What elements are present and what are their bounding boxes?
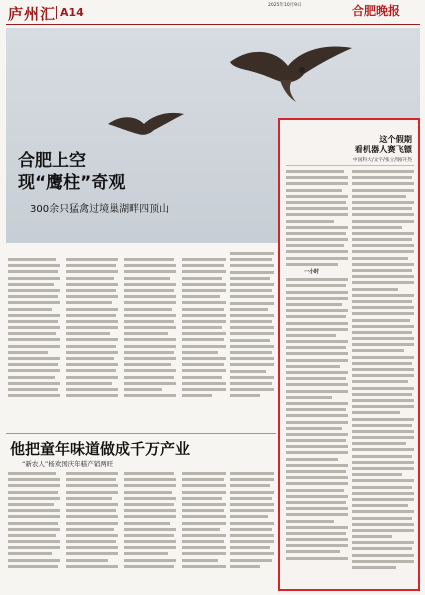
eagle-small-illustration: [106, 106, 186, 146]
paper-name: 合肥晚报: [352, 4, 401, 18]
masthead-meta: [268, 3, 348, 9]
sidebar-title: [280, 134, 418, 154]
section-title: 庐州汇: [8, 5, 57, 23]
eagle-large-illustration: [226, 40, 356, 110]
second-body-col-5: [230, 472, 274, 590]
sidebar-title-line2: 看机器人赛飞镖: [354, 144, 412, 154]
lead-body-col-1: [8, 258, 60, 428]
sidebar-subtitle: 一小时: [304, 269, 320, 275]
second-body-col-4: [182, 472, 226, 590]
lead-subhead: 300余只猛禽过境巢湖畔四顶山: [30, 204, 170, 215]
masthead-divider: [56, 6, 57, 19]
second-headline: 他把童年味道做成千万产业: [10, 440, 191, 458]
lead-body-col-3: [124, 258, 176, 428]
second-body-col-1: [8, 472, 60, 590]
lead-body-col-2: [66, 258, 118, 428]
sidebar-body-col-1: [286, 170, 348, 585]
sidebar-body-col-2: [352, 170, 414, 585]
lead-body-col-5: [230, 252, 274, 428]
masthead-rule: [6, 24, 420, 25]
section-divider: [6, 433, 276, 434]
second-body-col-2: [66, 472, 118, 590]
lead-headline-line1: 合肥上空: [18, 151, 86, 171]
lead-body-col-4: [182, 258, 226, 428]
sidebar-article: [278, 118, 420, 591]
lead-headline: [18, 150, 258, 194]
masthead: [0, 0, 425, 26]
sidebar-title-line1: 这个假期: [379, 134, 412, 144]
sidebar-byline: 中国科大/文字/张立/钢/开热: [352, 158, 412, 163]
second-subhead: “新农人”杨欢国庆年糕产销两旺: [22, 460, 114, 468]
issue-date: 2025年10月9日: [268, 3, 302, 8]
second-body-col-3: [124, 472, 176, 590]
lead-headline-line2: 现“鹰柱”奇观: [18, 173, 126, 193]
page-number: A14: [60, 6, 84, 19]
sidebar-rule: [286, 165, 414, 166]
